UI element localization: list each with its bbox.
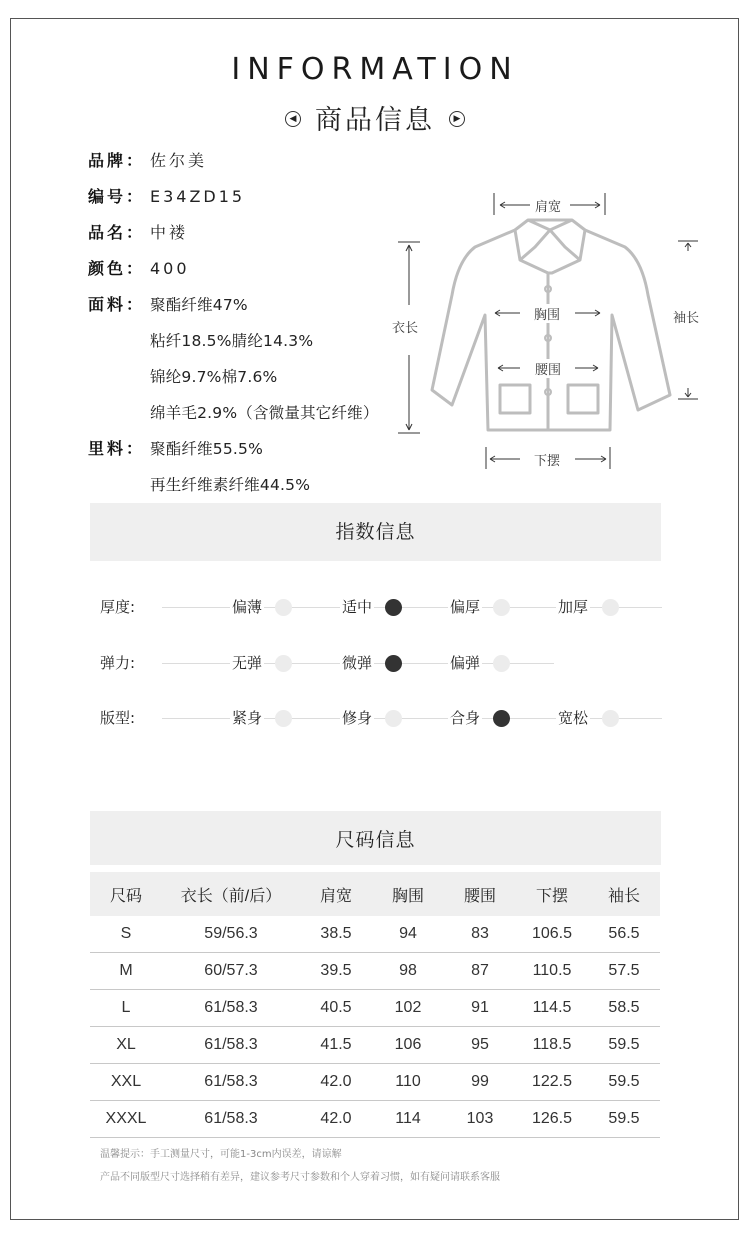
index-option: 偏弹	[448, 651, 482, 675]
lining-row	[88, 438, 263, 460]
sleeve-cell: 59.5	[588, 1101, 660, 1138]
index-option: 宽松	[556, 706, 590, 730]
sleeve-cell: 59.5	[588, 1064, 660, 1101]
diagram-chest-label: 胸围	[532, 304, 562, 323]
fabric-label: 面料：	[88, 295, 146, 314]
size-table-header	[90, 872, 660, 916]
length-cell: 59/56.3	[162, 916, 300, 953]
size-header-cell: 袖长	[588, 872, 660, 916]
hem-cell: 118.5	[516, 1027, 588, 1064]
length-cell: 61/58.3	[162, 1027, 300, 1064]
hem-cell: 122.5	[516, 1064, 588, 1101]
waist-cell: 99	[444, 1064, 516, 1101]
size-header-cell: 腰围	[444, 872, 516, 916]
left-arrow-icon: ◀	[285, 111, 301, 127]
length-cell: 61/58.3	[162, 1101, 300, 1138]
hem-cell: 110.5	[516, 953, 588, 990]
thickness-row	[100, 595, 665, 619]
fabric-row	[88, 294, 248, 316]
waist-cell: 103	[444, 1101, 516, 1138]
table-row	[90, 1064, 660, 1101]
table-row	[90, 916, 660, 953]
garment-diagram	[380, 185, 720, 485]
hem-cell: 126.5	[516, 1101, 588, 1138]
index-option: 偏薄	[230, 595, 264, 619]
fabric-line-2	[150, 330, 313, 352]
index-option: 合身	[448, 706, 482, 730]
index-section-title: 指数信息	[90, 503, 661, 561]
waist-cell: 91	[444, 990, 516, 1027]
size-table	[90, 872, 660, 1138]
length-cell: 61/58.3	[162, 990, 300, 1027]
elasticity-row	[100, 651, 665, 675]
size-header-cell: 衣长（前/后）	[162, 872, 300, 916]
shoulder-cell: 38.5	[300, 916, 372, 953]
fabric-line: 锦纶9.7%棉7.6%	[150, 368, 278, 386]
diagram-sleeve-label: 袖长	[671, 307, 701, 326]
color-value: 400	[150, 259, 190, 278]
name-row	[88, 222, 188, 244]
index-dot	[385, 710, 402, 727]
title-chinese-text: 商品信息	[315, 105, 435, 136]
chest-cell: 98	[372, 953, 444, 990]
lining-line-2	[150, 474, 310, 496]
index-option: 修身	[340, 706, 374, 730]
fit-row	[100, 706, 665, 730]
index-option: 无弹	[230, 651, 264, 675]
code-value: E34ZD15	[150, 187, 246, 206]
diagram-hem-label: 下摆	[532, 450, 562, 469]
index-option: 偏厚	[448, 595, 482, 619]
table-row	[90, 953, 660, 990]
chest-cell: 94	[372, 916, 444, 953]
length-cell: 61/58.3	[162, 1064, 300, 1101]
code-label: 编号：	[88, 187, 146, 206]
fit-label: 版型:	[100, 709, 136, 727]
shoulder-cell: 42.0	[300, 1101, 372, 1138]
chest-cell: 110	[372, 1064, 444, 1101]
index-dot-selected	[385, 655, 402, 672]
sleeve-cell: 58.5	[588, 990, 660, 1027]
fabric-line: 聚酯纤维47%	[150, 296, 248, 314]
brand-label: 品牌：	[88, 151, 146, 170]
lining-line: 聚酯纤维55.5%	[150, 440, 264, 458]
index-option: 微弹	[340, 651, 374, 675]
size-cell: M	[90, 953, 162, 990]
fabric-line: 粘纤18.5%腈纶14.3%	[150, 332, 314, 350]
hem-cell: 114.5	[516, 990, 588, 1027]
index-option: 加厚	[556, 595, 590, 619]
sleeve-cell: 57.5	[588, 953, 660, 990]
diagram-waist-label: 腰围	[533, 359, 563, 378]
note-fit-advice: 产品不同版型尺寸选择稍有差异，建议参考尺寸参数和个人穿着习惯，如有疑问请联系客服	[100, 1172, 500, 1183]
index-dot	[493, 655, 510, 672]
table-row	[90, 990, 660, 1027]
chest-cell: 106	[372, 1027, 444, 1064]
title-chinese	[0, 98, 750, 137]
size-cell: XL	[90, 1027, 162, 1064]
shoulder-cell: 41.5	[300, 1027, 372, 1064]
size-header-cell: 胸围	[372, 872, 444, 916]
size-header-cell: 尺码	[90, 872, 162, 916]
waist-cell: 83	[444, 916, 516, 953]
length-cell: 60/57.3	[162, 953, 300, 990]
index-dot	[275, 710, 292, 727]
index-option: 紧身	[230, 706, 264, 730]
index-dot	[602, 710, 619, 727]
table-row	[90, 1101, 660, 1138]
table-row	[90, 1027, 660, 1064]
title-english: INFORMATION	[231, 52, 519, 87]
size-cell: XXL	[90, 1064, 162, 1101]
index-dot-selected	[385, 599, 402, 616]
color-row	[88, 258, 190, 280]
jacket-outline-icon	[380, 185, 720, 485]
diagram-length-label: 衣长	[390, 317, 420, 336]
lining-label: 里料：	[88, 439, 146, 458]
code-row	[88, 186, 245, 208]
note-measurement: 温馨提示：手工测量尺寸，可能1-3cm内误差，请谅解	[100, 1149, 342, 1160]
chest-cell: 114	[372, 1101, 444, 1138]
fabric-line: 绵羊毛2.9%（含微量其它纤维）	[150, 404, 379, 422]
sleeve-cell: 59.5	[588, 1027, 660, 1064]
size-cell: L	[90, 990, 162, 1027]
brand-row	[88, 150, 207, 172]
right-arrow-icon: ▶	[449, 111, 465, 127]
index-dot	[493, 599, 510, 616]
index-dot	[275, 599, 292, 616]
size-cell: S	[90, 916, 162, 953]
diagram-shoulder-label: 肩宽	[533, 196, 563, 215]
sleeve-cell: 56.5	[588, 916, 660, 953]
lining-line: 再生纤维素纤维44.5%	[150, 476, 311, 494]
color-label: 颜色：	[88, 259, 146, 278]
size-section-title: 尺码信息	[90, 811, 661, 865]
size-cell: XXXL	[90, 1101, 162, 1138]
name-value: 中褛	[150, 223, 189, 242]
size-header-cell: 肩宽	[300, 872, 372, 916]
shoulder-cell: 42.0	[300, 1064, 372, 1101]
index-dot	[602, 599, 619, 616]
index-dot-selected	[493, 710, 510, 727]
shoulder-cell: 40.5	[300, 990, 372, 1027]
shoulder-cell: 39.5	[300, 953, 372, 990]
size-header-cell: 下摆	[516, 872, 588, 916]
brand-value: 佐尔美	[150, 151, 208, 170]
name-label: 品名：	[88, 223, 146, 242]
index-option: 适中	[340, 595, 374, 619]
hem-cell: 106.5	[516, 916, 588, 953]
waist-cell: 95	[444, 1027, 516, 1064]
chest-cell: 102	[372, 990, 444, 1027]
index-dot	[275, 655, 292, 672]
thickness-label: 厚度:	[100, 598, 136, 616]
fabric-line-3	[150, 366, 277, 388]
waist-cell: 87	[444, 953, 516, 990]
fabric-line-4	[150, 402, 379, 424]
elasticity-label: 弹力:	[100, 654, 136, 672]
